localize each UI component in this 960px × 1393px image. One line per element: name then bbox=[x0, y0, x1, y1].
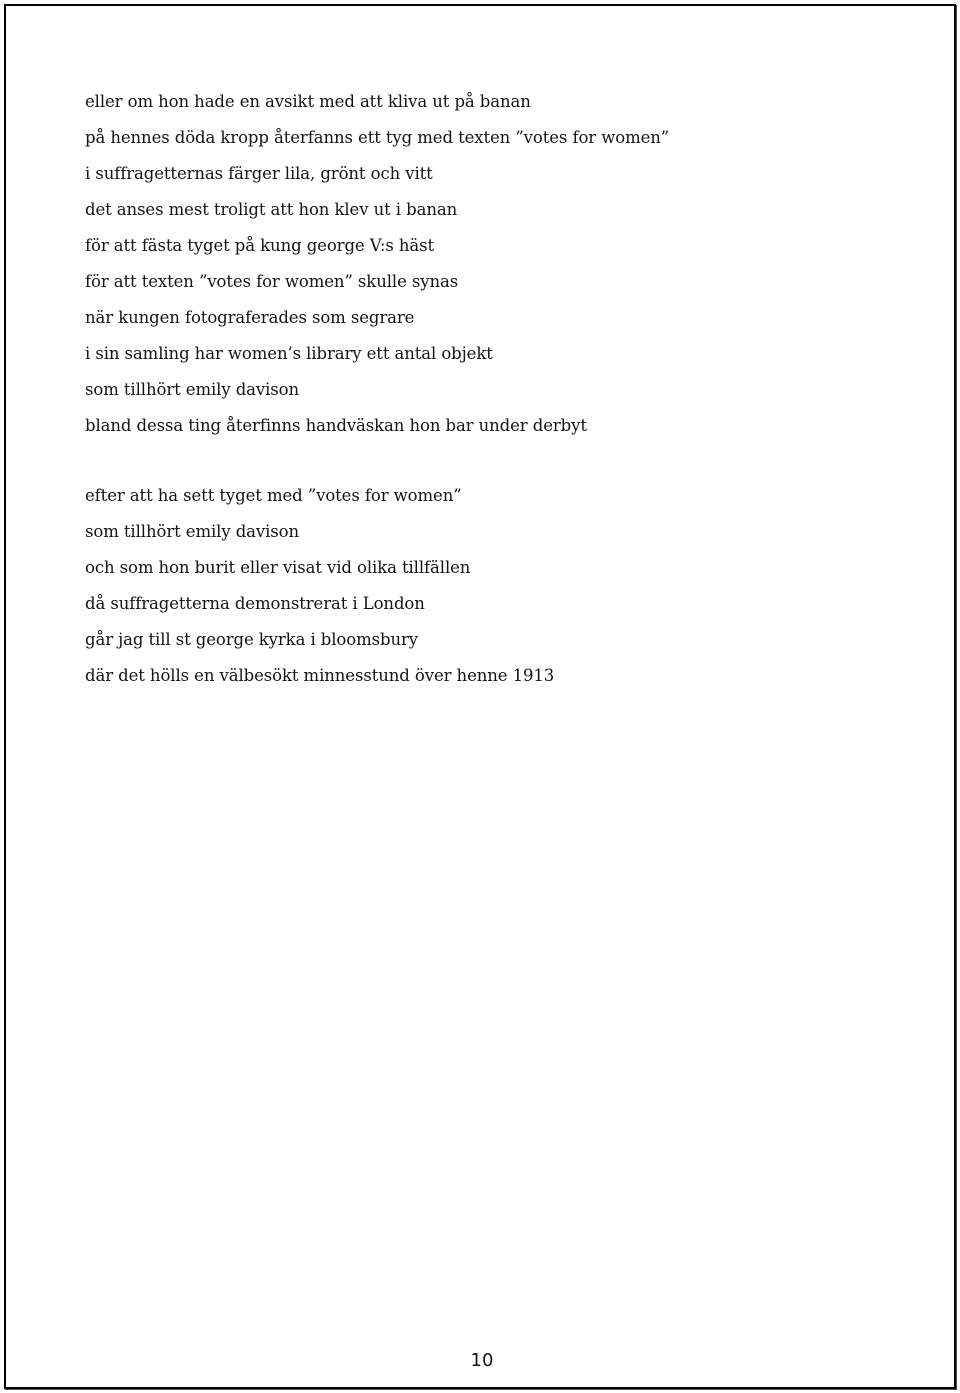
poem-line: i suffragetternas färger lila, grönt och vitt bbox=[85, 164, 433, 183]
poem-line: på hennes döda kropp återfanns ett tyg med texten ”votes for women” bbox=[85, 128, 670, 147]
poem-line: för att texten ”votes for women” skulle synas bbox=[85, 272, 459, 291]
stanza-2 bbox=[85, 478, 554, 694]
poem-line: som tillhört emily davison bbox=[85, 522, 300, 541]
poem-line: går jag till st george kyrka i bloomsbury bbox=[85, 630, 418, 649]
stanza-1 bbox=[85, 84, 669, 444]
poem-line: bland dessa ting återfinns handväskan hon bar under derbyt bbox=[85, 416, 587, 435]
document-page bbox=[4, 4, 956, 1389]
poem-line: det anses mest troligt att hon klev ut i banan bbox=[85, 200, 458, 219]
poem-line: i sin samling har women’s library ett antal objekt bbox=[85, 344, 493, 363]
poem-line: eller om hon hade en avsikt med att kliva ut på banan bbox=[85, 92, 531, 111]
page-number: 10 bbox=[470, 1350, 494, 1371]
poem-line: som tillhört emily davison bbox=[85, 380, 300, 399]
poem-line: och som hon burit eller visat vid olika tillfällen bbox=[85, 558, 471, 577]
poem-line: när kungen fotograferades som segrare bbox=[85, 308, 415, 327]
poem-line: för att fästa tyget på kung george V:s häst bbox=[85, 236, 435, 255]
poem-line: där det hölls en välbesökt minnesstund över henne 1913 bbox=[85, 666, 555, 685]
poem-line: då suffragetterna demonstrerat i London bbox=[85, 594, 425, 613]
poem-line: efter att ha sett tyget med ”votes for women” bbox=[85, 486, 462, 505]
